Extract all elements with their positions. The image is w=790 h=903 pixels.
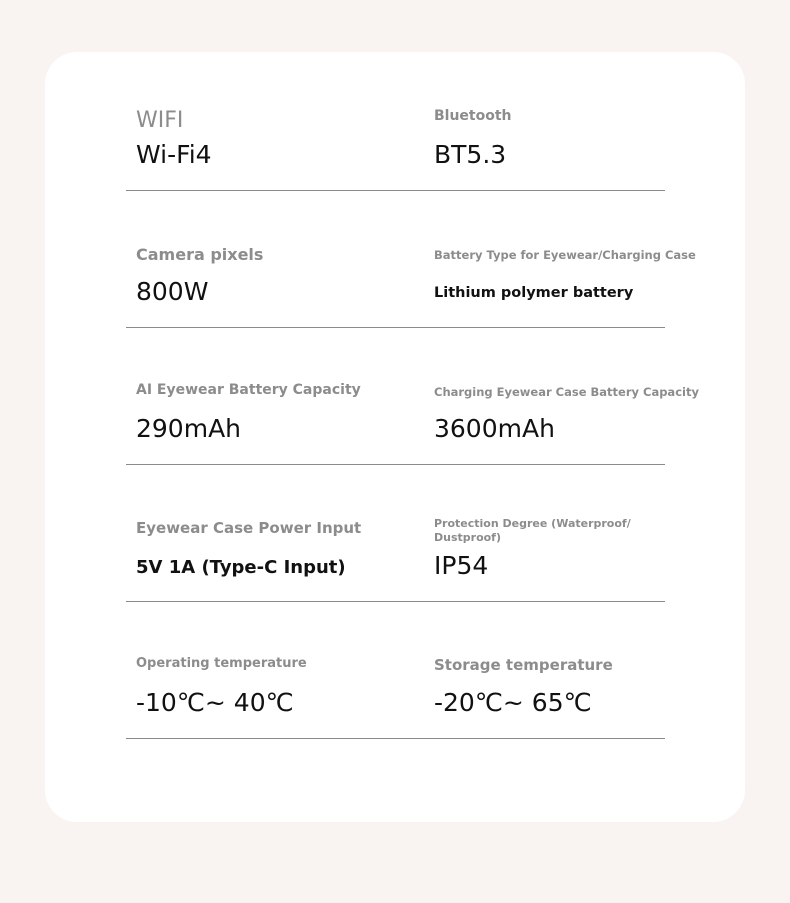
spec-value-case-capacity: 3600mAh: [434, 414, 555, 443]
spec-cell-storage-temp: [434, 600, 704, 737]
spec-value-protection: IP54: [434, 551, 489, 580]
spec-cell-battery-type: [434, 189, 704, 326]
spec-value-wifi: Wi-Fi4: [136, 140, 212, 169]
spec-cell-bluetooth: [434, 52, 704, 189]
spec-label-battery-type: Battery Type for Eyewear/Charging Case: [434, 248, 696, 262]
spec-row-temperature: [126, 600, 665, 739]
spec-cell-wifi: [136, 52, 406, 189]
spec-row-power-protection: [126, 463, 665, 602]
spec-label-eyewear-capacity: AI Eyewear Battery Capacity: [136, 382, 361, 398]
spec-value-eyewear-capacity: 290mAh: [136, 414, 242, 443]
spec-label-wifi: WIFI: [136, 108, 184, 133]
spec-row-wireless: [126, 52, 665, 191]
spec-value-operating-temp: -10℃~ 40℃: [136, 688, 294, 717]
spec-cell-power-input: [136, 463, 406, 600]
spec-cell-case-capacity: [434, 326, 704, 463]
spec-card: [45, 52, 745, 822]
spec-cell-protection: [434, 463, 704, 600]
spec-cell-camera: [136, 189, 406, 326]
spec-cell-eyewear-capacity: [136, 326, 406, 463]
spec-value-camera: 800W: [136, 277, 209, 306]
spec-label-operating-temp: Operating temperature: [136, 656, 307, 671]
spec-label-storage-temp: Storage temperature: [434, 656, 613, 674]
spec-row-capacity: [126, 326, 699, 465]
spec-label-camera: Camera pixels: [136, 245, 264, 264]
spec-label-power-input: Eyewear Case Power Input: [136, 519, 362, 537]
spec-value-power-input: 5V 1A (Type-C Input): [136, 557, 346, 578]
spec-label-bluetooth: Bluetooth: [434, 108, 512, 124]
spec-value-battery-type: Lithium polymer battery: [434, 285, 634, 301]
spec-row-camera-battery: [126, 189, 696, 328]
spec-value-storage-temp: -20℃~ 65℃: [434, 688, 592, 717]
spec-label-case-capacity: Charging Eyewear Case Battery Capacity: [434, 385, 699, 399]
spec-value-bluetooth: BT5.3: [434, 140, 507, 169]
spec-cell-operating-temp: [136, 600, 406, 737]
spec-label-protection: Protection Degree (Waterproof/ Dustproof): [434, 517, 631, 544]
